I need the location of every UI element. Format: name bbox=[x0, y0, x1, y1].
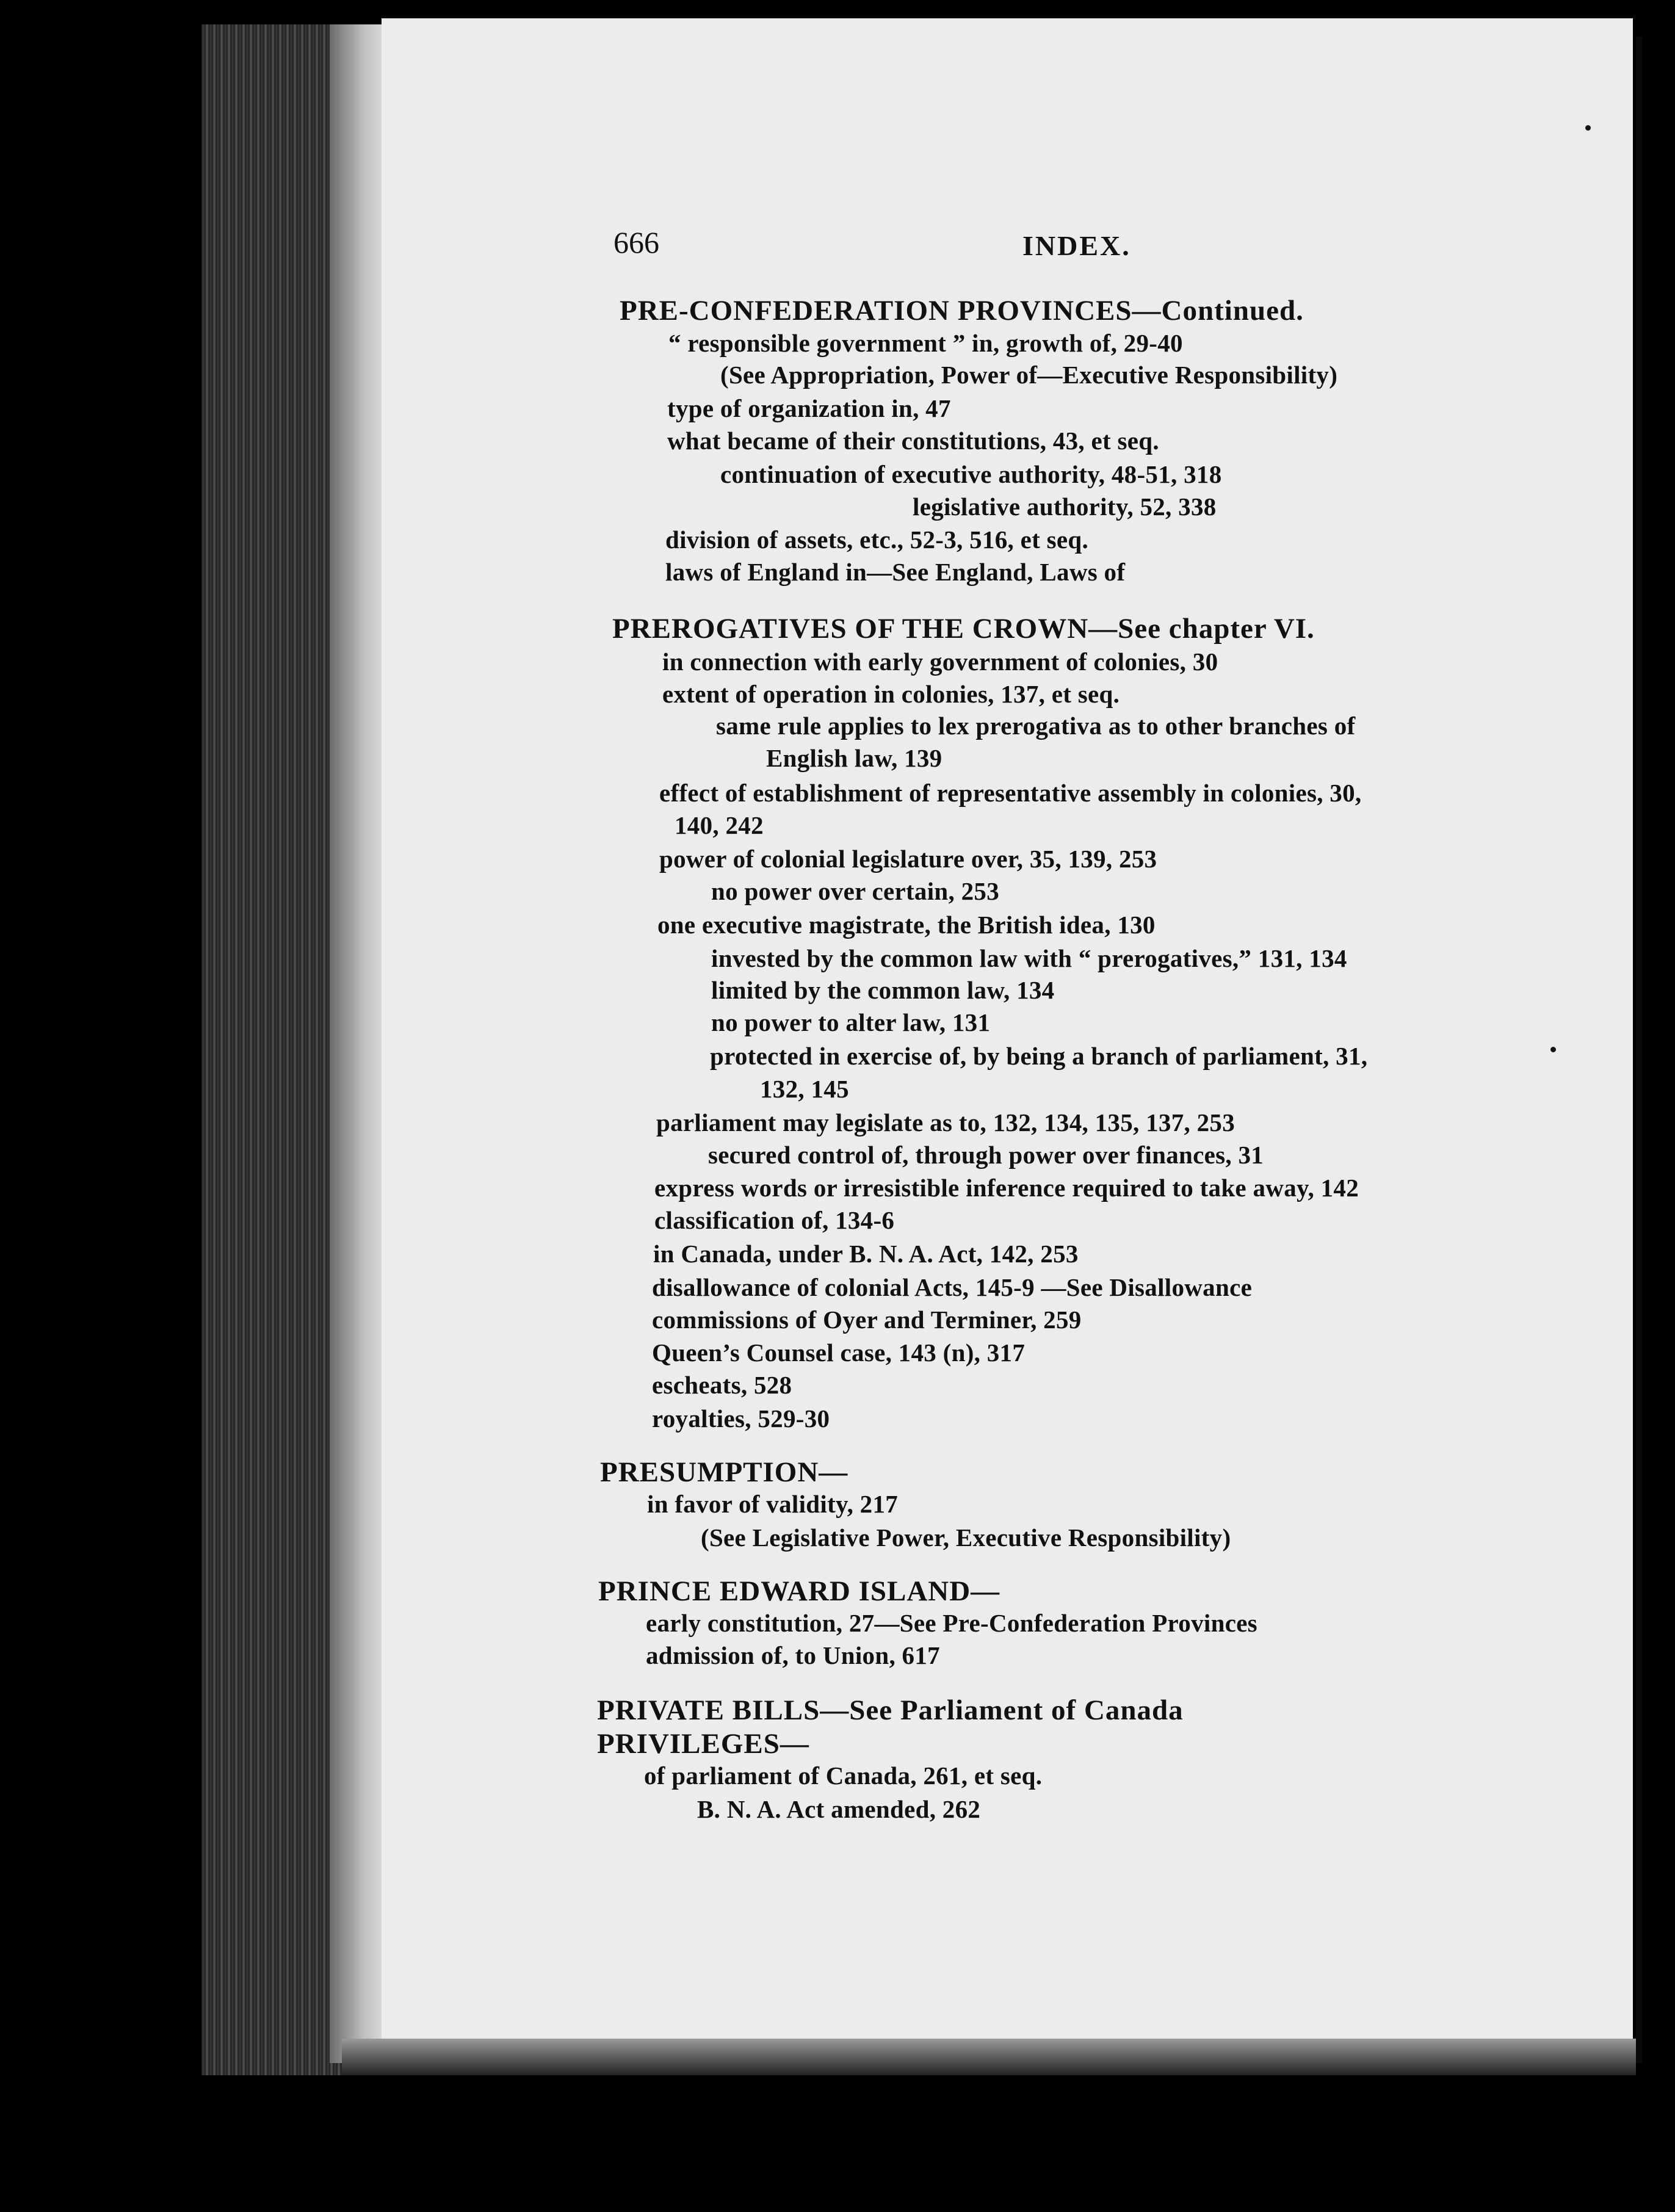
running-head: INDEX. bbox=[1022, 230, 1131, 261]
index-line: power of colonial legislature over, 35, 139, 253 bbox=[659, 845, 1157, 873]
index-line: (See Legislative Power, Executive Responsibility) bbox=[701, 1523, 1231, 1552]
index-line: secured control of, through power over finances, 31 bbox=[708, 1141, 1264, 1169]
index-line: one executive magistrate, the British idea, 130 bbox=[657, 911, 1156, 939]
page-number: 666 bbox=[613, 225, 659, 259]
index-heading: PRESUMPTION— bbox=[600, 1456, 848, 1488]
index-line: what became of their constitutions, 43, et seq. bbox=[667, 427, 1159, 455]
index-heading: PRIVILEGES— bbox=[597, 1728, 809, 1760]
index-line: division of assets, etc., 52-3, 516, et seq. bbox=[665, 526, 1089, 554]
index-line: extent of operation in colonies, 137, et seq. bbox=[662, 680, 1120, 708]
index-line: of parliament of Canada, 261, et seq. bbox=[644, 1762, 1043, 1790]
index-line: classification of, 134-6 bbox=[654, 1206, 895, 1234]
index-line: legislative authority, 52, 338 bbox=[913, 493, 1217, 521]
index-heading: PRIVATE BILLS—See Parliament of Canada bbox=[597, 1694, 1184, 1726]
index-line: express words or irresistible inference required to take away, 142 bbox=[654, 1174, 1359, 1202]
index-line: effect of establishment of representative assembly in colonies, 30, bbox=[659, 779, 1362, 807]
index-line: early constitution, 27—See Pre-Confederation Provinces bbox=[646, 1609, 1257, 1637]
index-line: Queen’s Counsel case, 143 (n), 317 bbox=[652, 1339, 1026, 1367]
index-line: “ responsible government ” in, growth of, 29-40 bbox=[668, 329, 1183, 357]
index-line: commissions of Oyer and Terminer, 259 bbox=[652, 1306, 1082, 1334]
page-edge-highlight bbox=[330, 24, 385, 2063]
index-line: admission of, to Union, 617 bbox=[646, 1641, 940, 1669]
index-line: disallowance of colonial Acts, 145-9 —See Disallowance bbox=[652, 1273, 1253, 1301]
index-line: no power to alter law, 131 bbox=[711, 1008, 991, 1036]
index-line: English law, 139 bbox=[766, 744, 942, 772]
index-line: laws of England in—See England, Laws of bbox=[665, 558, 1126, 586]
index-heading: PREROGATIVES OF THE CROWN—See chapter VI. bbox=[612, 613, 1315, 645]
index-line: escheats, 528 bbox=[652, 1371, 792, 1399]
index-line: royalties, 529-30 bbox=[652, 1404, 830, 1433]
index-line: limited by the common law, 134 bbox=[711, 976, 1055, 1004]
index-line: invested by the common law with “ prerogatives,” 131, 134 bbox=[711, 944, 1347, 972]
speck-mark bbox=[1585, 125, 1591, 131]
bottom-page-shadow bbox=[342, 2039, 1636, 2075]
index-heading: PRINCE EDWARD ISLAND— bbox=[598, 1575, 1000, 1607]
index-line: continuation of executive authority, 48-51, 318 bbox=[720, 460, 1222, 488]
index-line: 132, 145 bbox=[760, 1075, 849, 1103]
index-line: (See Appropriation, Power of—Executive Responsibility) bbox=[720, 361, 1338, 389]
right-page-border bbox=[1636, 37, 1642, 2063]
index-line: protected in exercise of, by being a branch of parliament, 31, bbox=[710, 1042, 1368, 1070]
index-line: parliament may legislate as to, 132, 134, 135, 137, 253 bbox=[656, 1108, 1235, 1137]
index-heading: PRE-CONFEDERATION PROVINCES—Continued. bbox=[620, 295, 1304, 327]
index-line: no power over certain, 253 bbox=[711, 877, 1000, 905]
page-header bbox=[613, 225, 1480, 273]
index-line: B. N. A. Act amended, 262 bbox=[697, 1795, 981, 1823]
index-line: type of organization in, 47 bbox=[667, 394, 951, 422]
index-line: in favor of validity, 217 bbox=[647, 1490, 899, 1518]
index-line: same rule applies to lex prerogativa as to other branches of bbox=[716, 712, 1356, 740]
index-line: in Canada, under B. N. A. Act, 142, 253 bbox=[653, 1240, 1079, 1268]
index-line: 140, 242 bbox=[675, 811, 764, 839]
index-line: in connection with early government of colonies, 30 bbox=[662, 648, 1218, 676]
speck-mark bbox=[1550, 1047, 1556, 1052]
